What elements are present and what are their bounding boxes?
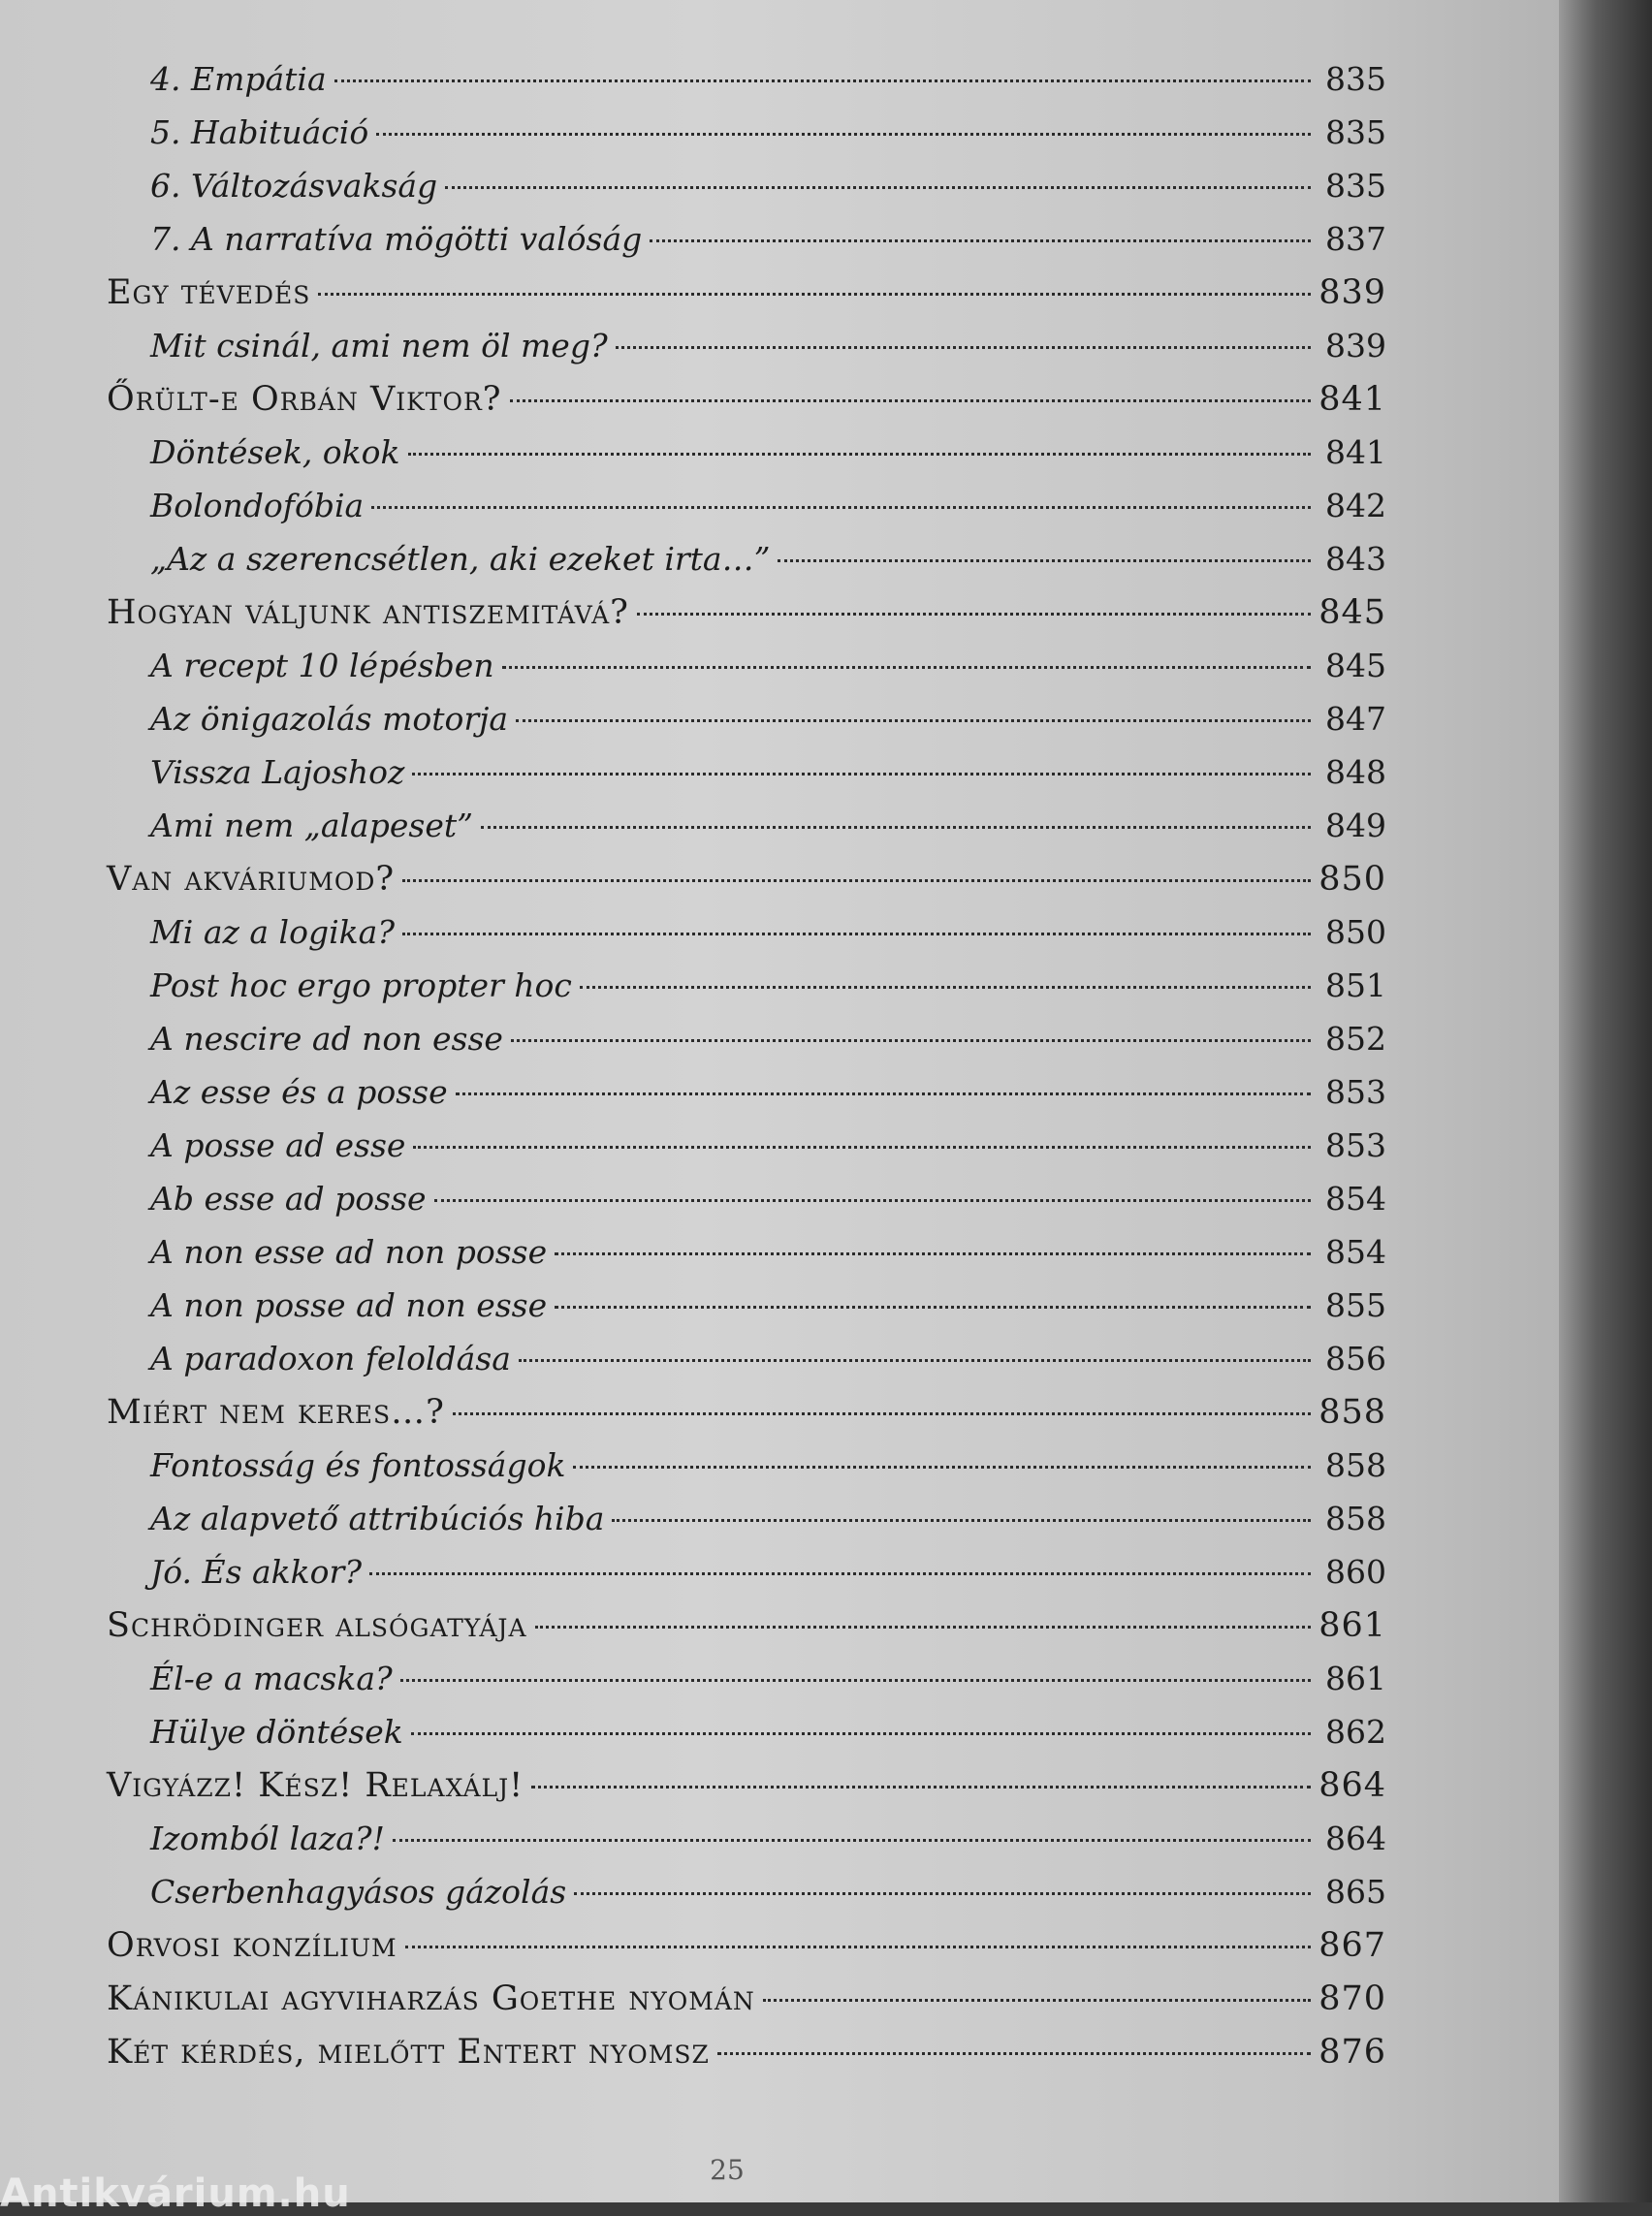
- toc-entry-title: A posse ad esse: [150, 1126, 406, 1164]
- toc-entry-page: 848: [1325, 753, 1386, 791]
- toc-entry-title: Schrödinger alsógatyája: [107, 1606, 527, 1645]
- toc-chapter-row: [107, 1606, 1386, 1660]
- dot-leader: [453, 1412, 1311, 1415]
- toc-entry-title: A non esse ad non posse: [150, 1233, 548, 1271]
- toc-section-row: [107, 540, 1386, 593]
- toc-entry-title: Ab esse ad posse: [150, 1180, 427, 1218]
- toc-entry-page: 862: [1325, 1713, 1386, 1751]
- dot-leader: [456, 1092, 1311, 1095]
- toc-entry-title: Izomból laza?!: [150, 1820, 385, 1857]
- dot-leader: [519, 1359, 1311, 1362]
- toc-chapter-row: [107, 1979, 1386, 2033]
- toc-section-row: [107, 1126, 1386, 1180]
- dot-leader: [402, 933, 1311, 935]
- toc-section-row: [107, 220, 1386, 273]
- toc-section-row: [107, 1713, 1386, 1766]
- toc-entry-title: A nescire ad non esse: [150, 1020, 503, 1058]
- toc-section-row: [107, 433, 1386, 487]
- toc-entry-title: Vigyázz! Kész! Relaxálj!: [107, 1766, 524, 1805]
- toc-entry-page: 849: [1325, 807, 1386, 844]
- toc-section-row: [107, 966, 1386, 1020]
- toc-entry-page: 858: [1325, 1500, 1386, 1537]
- toc-entry-title: Döntések, okok: [150, 433, 400, 471]
- toc-entry-page: 835: [1325, 167, 1386, 205]
- toc-chapter-row: [107, 860, 1386, 913]
- toc-section-row: [107, 1820, 1386, 1873]
- dot-leader: [778, 559, 1311, 562]
- toc-entry-page: 837: [1325, 220, 1386, 258]
- toc-section-row: [107, 1340, 1386, 1393]
- dot-leader: [650, 239, 1311, 242]
- dot-leader: [510, 399, 1311, 402]
- toc-entry-title: Jó. És akkor?: [150, 1553, 363, 1591]
- toc-entry-page: 835: [1325, 60, 1386, 98]
- page-edge-shadow: [1559, 0, 1652, 2202]
- toc-section-row: [107, 327, 1386, 380]
- dot-leader: [369, 1572, 1311, 1575]
- toc-section-row: [107, 1446, 1386, 1500]
- toc-entry-page: 847: [1325, 700, 1386, 738]
- toc-chapter-row: [107, 1393, 1386, 1446]
- toc-entry-page: 850: [1318, 860, 1386, 899]
- toc-chapter-row: [107, 2033, 1386, 2086]
- toc-entry-title: 5. Habituáció: [150, 113, 369, 151]
- toc-entry-page: 845: [1318, 593, 1386, 632]
- toc-entry-page: 841: [1318, 380, 1386, 419]
- toc-entry-page: 855: [1325, 1286, 1386, 1324]
- dot-leader: [481, 826, 1311, 829]
- page-number: 25: [710, 2154, 745, 2186]
- toc-entry-page: 858: [1318, 1393, 1386, 1432]
- toc-entry-title: Fontosság és fontosságok: [150, 1446, 566, 1484]
- toc-entry-title: Mit csinál, ami nem öl meg?: [150, 327, 608, 364]
- toc-section-row: [107, 807, 1386, 860]
- toc-entry-page: 852: [1325, 1020, 1386, 1058]
- toc-entry-title: Van akváriumod?: [107, 860, 396, 899]
- toc-entry-title: 4. Empátia: [150, 60, 327, 98]
- toc-chapter-row: [107, 380, 1386, 433]
- dot-leader: [376, 133, 1311, 136]
- toc-entry-page: 858: [1325, 1446, 1386, 1484]
- toc-entry-page: 861: [1325, 1660, 1386, 1697]
- toc-section-row: [107, 1286, 1386, 1340]
- toc-entry-title: Az esse és a posse: [150, 1073, 448, 1111]
- toc-entry-title: Post hoc ergo propter hoc: [150, 966, 572, 1004]
- toc-entry-page: 842: [1325, 487, 1386, 524]
- toc-entry-title: Hogyan váljunk antiszemitává?: [107, 593, 629, 632]
- toc-entry-page: 851: [1325, 966, 1386, 1004]
- dot-leader: [574, 1892, 1311, 1895]
- dot-leader: [411, 1732, 1311, 1735]
- toc-entry-title: Két kérdés, mielőtt Entert nyomsz: [107, 2033, 710, 2072]
- dot-leader: [334, 79, 1311, 82]
- toc-entry-page: 850: [1325, 913, 1386, 951]
- toc-entry-page: 845: [1325, 647, 1386, 684]
- dot-leader: [445, 186, 1311, 189]
- dot-leader: [412, 773, 1311, 776]
- toc-entry-title: Cserbenhagyásos gázolás: [150, 1873, 567, 1911]
- dot-leader: [555, 1306, 1311, 1309]
- dot-leader: [502, 666, 1311, 669]
- toc-section-row: [107, 1180, 1386, 1233]
- toc-entry-title: A non posse ad non esse: [150, 1286, 548, 1324]
- toc-section-row: [107, 1020, 1386, 1073]
- toc-entry-title: Él-e a macska?: [150, 1660, 393, 1697]
- toc-section-row: [107, 113, 1386, 167]
- dot-leader: [408, 453, 1311, 456]
- toc-entry-title: Ami nem „alapeset”: [150, 807, 473, 844]
- toc-section-row: [107, 487, 1386, 540]
- toc-entry-page: 853: [1325, 1073, 1386, 1111]
- dot-leader: [612, 1519, 1311, 1522]
- dot-leader: [555, 1252, 1311, 1255]
- dot-leader: [580, 986, 1311, 989]
- toc-entry-title: Bolondofóbia: [150, 487, 365, 524]
- toc-section-row: [107, 913, 1386, 966]
- dot-leader: [717, 2052, 1311, 2055]
- toc-section-row: [107, 753, 1386, 807]
- toc-entry-page: 853: [1325, 1126, 1386, 1164]
- toc-entry-title: Miért nem keres…?: [107, 1393, 445, 1432]
- toc-entry-page: 839: [1325, 327, 1386, 364]
- toc-entry-title: Az alapvető attribúciós hiba: [150, 1500, 605, 1537]
- toc-entry-title: Mi az a logika?: [150, 913, 396, 951]
- toc-section-row: [107, 1233, 1386, 1286]
- toc-section-row: [107, 647, 1386, 700]
- dot-leader: [371, 506, 1311, 509]
- toc-chapter-row: [107, 273, 1386, 327]
- toc-section-row: [107, 1553, 1386, 1606]
- toc-entry-page: 864: [1325, 1820, 1386, 1857]
- toc-entry-title: Az önigazolás motorja: [150, 700, 509, 738]
- dot-leader: [393, 1839, 1311, 1842]
- toc-chapter-row: [107, 593, 1386, 647]
- dot-leader: [516, 719, 1311, 722]
- toc-entry-title: Vissza Lajoshoz: [150, 753, 405, 791]
- toc-entry-title: Hülye döntések: [150, 1713, 403, 1751]
- toc-entry-page: 876: [1318, 2033, 1386, 2072]
- dot-leader: [413, 1146, 1311, 1149]
- dot-leader: [400, 1679, 1311, 1682]
- toc-entry-page: 870: [1318, 1979, 1386, 2018]
- watermark: Antikvárium.hu: [0, 2171, 351, 2216]
- toc-entry-title: A recept 10 lépésben: [150, 647, 494, 684]
- toc-entry-page: 854: [1325, 1180, 1386, 1218]
- toc-entry-title: Egy tévedés: [107, 273, 311, 312]
- toc-section-row: [107, 1500, 1386, 1553]
- dot-leader: [573, 1466, 1311, 1469]
- dot-leader: [637, 613, 1311, 616]
- dot-leader: [511, 1039, 1311, 1042]
- dot-leader: [535, 1626, 1312, 1629]
- toc-entry-page: 841: [1325, 433, 1386, 471]
- toc-entry-page: 854: [1325, 1233, 1386, 1271]
- toc-entry-title: 7. A narratíva mögötti valóság: [150, 220, 643, 258]
- toc-section-row: [107, 167, 1386, 220]
- table-of-contents: [107, 60, 1386, 2086]
- toc-entry-page: 861: [1318, 1606, 1386, 1645]
- toc-entry-title: Kánikulai agyviharzás Goethe nyomán: [107, 1979, 755, 2018]
- toc-entry-title: A paradoxon feloldása: [150, 1340, 511, 1377]
- dot-leader: [434, 1199, 1311, 1202]
- toc-entry-page: 867: [1318, 1926, 1386, 1965]
- toc-entry-title: „Az a szerencsétlen, aki ezeket irta…”: [150, 540, 771, 578]
- toc-section-row: [107, 60, 1386, 113]
- toc-entry-title: Orvosi konzílium: [107, 1926, 397, 1965]
- dot-leader: [763, 1999, 1311, 2002]
- dot-leader: [402, 879, 1311, 882]
- toc-section-row: [107, 700, 1386, 753]
- toc-chapter-row: [107, 1926, 1386, 1979]
- toc-entry-page: 865: [1325, 1873, 1386, 1911]
- dot-leader: [405, 1946, 1311, 1948]
- toc-entry-page: 856: [1325, 1340, 1386, 1377]
- toc-entry-title: Őrült-e Orbán Viktor?: [107, 380, 502, 419]
- toc-entry-page: 835: [1325, 113, 1386, 151]
- toc-entry-page: 860: [1325, 1553, 1386, 1591]
- toc-entry-page: 864: [1318, 1766, 1386, 1805]
- toc-chapter-row: [107, 1766, 1386, 1820]
- toc-section-row: [107, 1073, 1386, 1126]
- toc-entry-page: 843: [1325, 540, 1386, 578]
- dot-leader: [616, 346, 1311, 349]
- dot-leader: [318, 293, 1311, 296]
- toc-entry-title: 6. Változásvakság: [150, 167, 438, 205]
- dot-leader: [531, 1786, 1311, 1789]
- toc-entry-page: 839: [1318, 273, 1386, 312]
- toc-section-row: [107, 1873, 1386, 1926]
- toc-section-row: [107, 1660, 1386, 1713]
